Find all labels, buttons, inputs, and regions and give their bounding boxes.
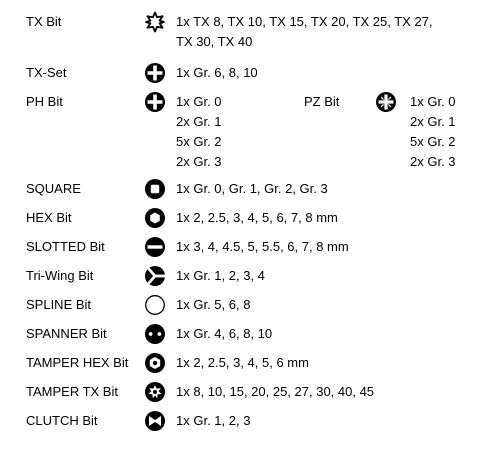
bit-sizes — [176, 92, 222, 172]
phillips-icon — [144, 62, 166, 84]
bit-name: CLUTCH Bit — [26, 413, 98, 428]
bit-size-line: 1x 2, 2.5, 3, 4, 5, 6 mm — [176, 355, 309, 370]
bit-sizes — [176, 324, 272, 344]
pozidriv-icon — [375, 91, 397, 113]
bit-sizes — [176, 12, 433, 52]
bit-size-line: 1x Gr. 1, 2, 3, 4 — [176, 268, 265, 283]
pz-bit-name: PZ Bit — [304, 94, 340, 109]
bit-sizes — [176, 208, 338, 228]
hex-icon — [144, 207, 166, 229]
bit-size-line: 1x Gr. 4, 6, 8, 10 — [176, 326, 273, 341]
bit-size-line: 2x Gr. 3 — [176, 154, 222, 169]
pz-size-line: 1x Gr. 0 — [410, 94, 456, 109]
pz-size-line: 2x Gr. 3 — [410, 154, 456, 169]
square-icon — [144, 178, 166, 200]
pz-bit-sizes — [410, 92, 456, 172]
clutch-icon — [144, 410, 166, 432]
bit-sizes — [176, 63, 258, 83]
bit-size-line: 1x 3, 4, 4.5, 5, 5.5, 6, 7, 8 mm — [176, 239, 349, 254]
bit-name: SPANNER Bit — [26, 326, 107, 341]
spanner-icon — [144, 323, 166, 345]
bit-name: PH Bit — [26, 94, 63, 109]
tamper-torx-icon — [144, 381, 166, 403]
bit-size-line: 1x Gr. 0, Gr. 1, Gr. 2, Gr. 3 — [176, 181, 328, 196]
torx-icon — [144, 11, 166, 33]
bit-sizes — [176, 237, 349, 257]
bit-name: SPLINE Bit — [26, 297, 92, 312]
bit-size-line: 5x Gr. 2 — [176, 134, 222, 149]
bit-size-line: 1x Gr. 1, 2, 3 — [176, 413, 251, 428]
bit-size-line: 1x 8, 10, 15, 20, 25, 27, 30, 40, 45 — [176, 384, 375, 399]
bit-size-line: 1x Gr. 0 — [176, 94, 222, 109]
bit-size-line: 1x TX 8, TX 10, TX 15, TX 20, TX 25, TX 27, — [176, 14, 433, 29]
phillips-icon — [144, 91, 166, 113]
bit-name: Tri-Wing Bit — [26, 268, 94, 283]
bit-size-line: TX 30, TX 40 — [176, 34, 253, 49]
bit-name: TX Bit — [26, 14, 62, 29]
spline-icon — [144, 294, 166, 316]
bit-size-line: 1x Gr. 5, 6, 8 — [176, 297, 251, 312]
tri-wing-icon — [144, 265, 166, 287]
pz-size-line: 5x Gr. 2 — [410, 134, 456, 149]
bit-sizes — [176, 353, 309, 373]
bit-size-line: 1x Gr. 6, 8, 10 — [176, 65, 258, 80]
tamper-hex-icon — [144, 352, 166, 374]
bit-name: TX-Set — [26, 65, 67, 80]
bit-name: HEX Bit — [26, 210, 72, 225]
bit-name: SQUARE — [26, 181, 81, 196]
bit-name: SLOTTED Bit — [26, 239, 105, 254]
bit-name: TAMPER TX Bit — [26, 384, 118, 399]
bit-sizes — [176, 382, 374, 402]
bit-sizes — [176, 266, 265, 286]
pz-size-line: 2x Gr. 1 — [410, 114, 456, 129]
bit-sizes — [176, 411, 250, 431]
bit-sizes — [176, 295, 250, 315]
slotted-icon — [144, 236, 166, 258]
bit-name: TAMPER HEX Bit — [26, 355, 129, 370]
bit-size-line: 1x 2, 2.5, 3, 4, 5, 6, 7, 8 mm — [176, 210, 338, 225]
bit-size-line: 2x Gr. 1 — [176, 114, 222, 129]
bit-sizes — [176, 179, 328, 199]
